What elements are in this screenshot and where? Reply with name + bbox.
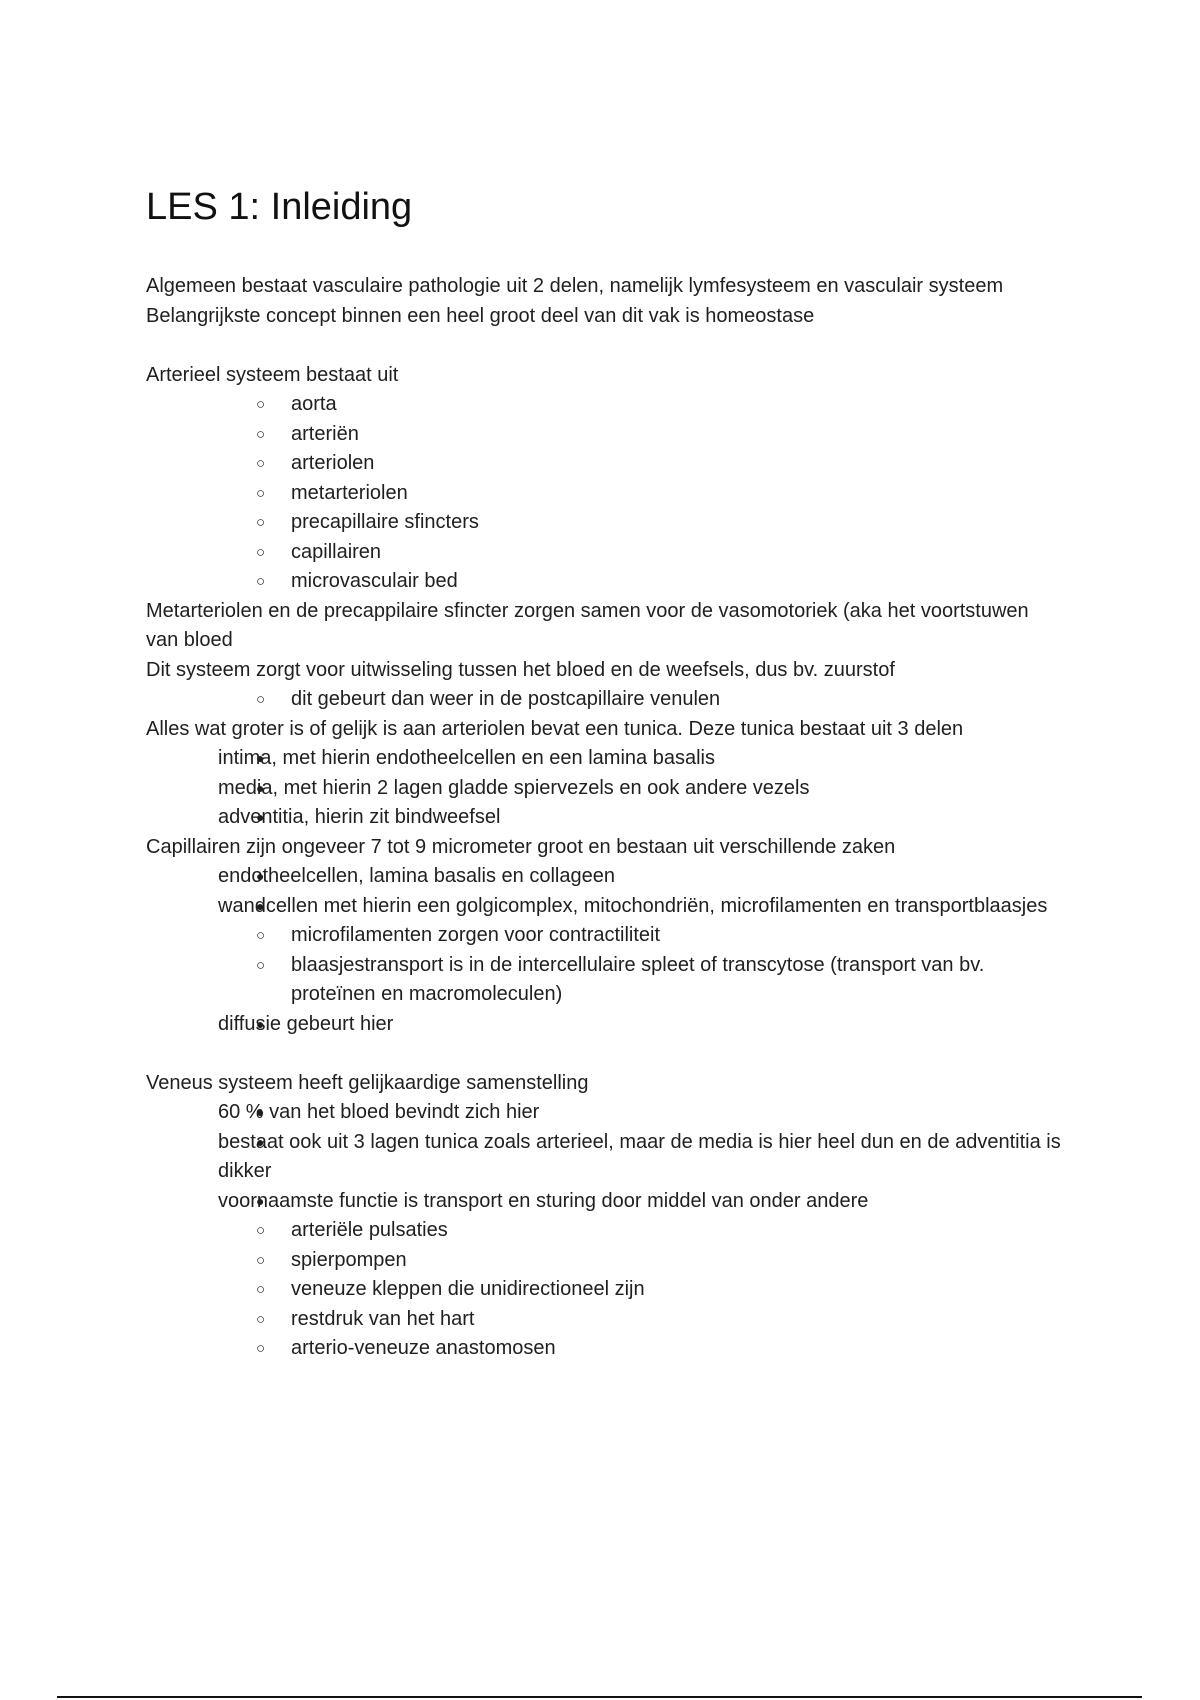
list-item: ○ blaasjestransport is in de intercellulaire spleet of transcytose (transport van bv. proteïnen en macromoleculen) (291, 951, 1066, 1010)
list-item: ● bestaat ook uit 3 lagen tunica zoals arterieel, maar de media is hier heel dun en de adventitia is dikker (218, 1128, 1066, 1187)
list-item (218, 892, 1066, 1010)
intro-paragraph: Belangrijkste concept binnen een heel groot deel van dit vak is homeostase (146, 304, 815, 327)
section-heading: Arterieel systeem bestaat uit (146, 363, 399, 386)
sub-list (146, 685, 1066, 715)
paragraph: Capillairen zijn ongeveer 7 tot 9 micrometer groot en bestaan uit verschillende zaken (146, 835, 896, 858)
list-item: ○ aorta (291, 390, 1066, 420)
section-heading: Veneus systeem heeft gelijkaardige samenstelling (146, 1071, 589, 1094)
bottom-divider (57, 1696, 1142, 1698)
paragraph: Metarteriolen en de precappilaire sfincter zorgen samen voor de vasomotoriek (aka het voortstuwen van bloed (146, 599, 1029, 651)
capillary-list (146, 862, 1066, 1039)
list-item: ○ arteriën (291, 420, 1066, 450)
list-item: ○ restdruk van het hart (291, 1305, 1066, 1335)
tunica-list (146, 744, 1066, 833)
list-item: ● endotheelcellen, lamina basalis en collageen (218, 862, 1066, 892)
list-item: ○ metarteriolen (291, 479, 1066, 509)
list-item: ● adventitia, hierin zit bindweefsel (218, 803, 1066, 833)
paragraph: Alles wat groter is of gelijk is aan arteriolen bevat een tunica. Deze tunica bestaat uit 3 delen (146, 717, 964, 740)
page-title: LES 1: Inleiding (146, 186, 413, 228)
venous-list (146, 1098, 1066, 1364)
sub-list (218, 1216, 1066, 1364)
list-item: ○ dit gebeurt dan weer in de postcapillaire venulen (291, 685, 1066, 715)
list-item: ○ microfilamenten zorgen voor contractiliteit (291, 921, 1066, 951)
document-page (146, 182, 1066, 1364)
list-item: ○ spierpompen (291, 1246, 1066, 1276)
list-item: ○ arterio-veneuze anastomosen (291, 1334, 1066, 1364)
list-item: ● diffusie gebeurt hier (218, 1010, 1066, 1040)
list-item: ○ capillairen (291, 538, 1066, 568)
list-item: ○ arteriële pulsaties (291, 1216, 1066, 1246)
list-item: ● intima, met hierin endotheelcellen en een lamina basalis (218, 744, 1066, 774)
list-item: ○ microvasculair bed (291, 567, 1066, 597)
list-item: ○ veneuze kleppen die unidirectioneel zijn (291, 1275, 1066, 1305)
list-item-text: wandcellen met hierin een golgicomplex, mitochondriën, microfilamenten en transportblaasjes (218, 894, 1048, 917)
list-item: ○ arteriolen (291, 449, 1066, 479)
list-item: ● media, met hierin 2 lagen gladde spiervezels en ook andere vezels (218, 774, 1066, 804)
intro-paragraph: Algemeen bestaat vasculaire pathologie uit 2 delen, namelijk lymfesysteem en vasculair systeem (146, 275, 1004, 297)
list-item: ● 60 % van het bloed bevindt zich hier (218, 1098, 1066, 1128)
document-body (146, 272, 1066, 1364)
list-item (218, 1187, 1066, 1364)
list-item-text: voornaamste functie is transport en sturing door middel van onder andere (218, 1189, 869, 1212)
sub-list (218, 921, 1066, 1010)
arterial-components-list (146, 390, 1066, 597)
paragraph: Dit systeem zorgt voor uitwisseling tussen het bloed en de weefsels, dus bv. zuurstof (146, 658, 895, 681)
list-item: ○ precapillaire sfincters (291, 508, 1066, 538)
